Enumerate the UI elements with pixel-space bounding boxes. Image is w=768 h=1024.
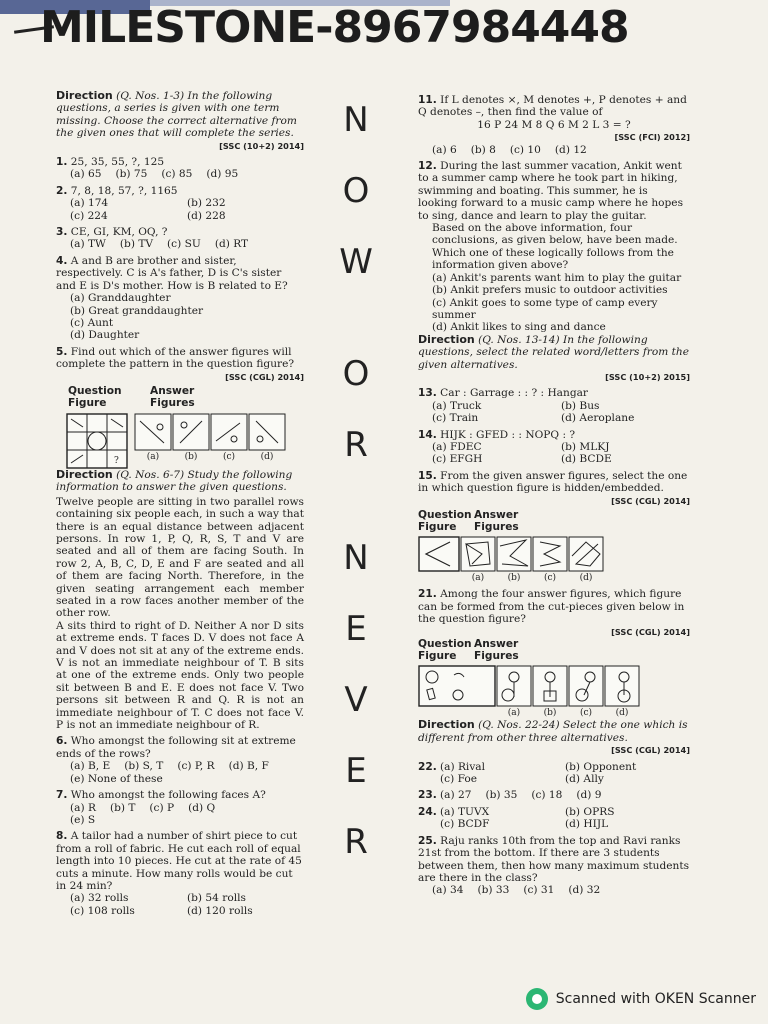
answer-figure-c[interactable]	[568, 665, 604, 707]
side-letter: O	[342, 354, 370, 394]
question-14	[418, 429, 690, 466]
side-word-column	[336, 100, 380, 862]
answer-figure-d[interactable]	[248, 413, 286, 451]
expression: 16 P 24 M 8 Q 6 M 2 L 3 = ?	[477, 118, 631, 131]
option: (d) 120 rolls	[187, 904, 253, 917]
side-letter: O	[342, 171, 370, 211]
question-figure-label: Question Figure	[68, 384, 122, 409]
answer-figure-a[interactable]	[496, 665, 532, 707]
option: (a) Rival	[440, 760, 486, 773]
left-column	[56, 90, 304, 917]
question-text: 25, 35, 55, ?, 125	[70, 156, 165, 169]
option: (b) Opponent	[565, 760, 637, 773]
option: (c) Aunt	[70, 316, 114, 329]
source-tag: [SSC (CGL) 2014]	[225, 371, 304, 382]
question-text: From the given answer figures, select the one in which question figure is hidden/embedded.	[418, 469, 688, 495]
option: (e) S	[70, 813, 96, 826]
option: (a) 32 rolls	[70, 892, 129, 905]
question-number: 13.	[418, 387, 437, 400]
option: (b) 33	[477, 884, 510, 897]
option: (c) 224	[70, 209, 108, 222]
question-number: 6.	[56, 735, 68, 748]
question-24	[418, 806, 690, 831]
question-2	[56, 185, 304, 222]
question-23	[418, 789, 690, 801]
svg-text:?: ?	[114, 455, 119, 466]
option: (b) Ankit prefers music to outdoor activities	[432, 284, 668, 297]
option: (d) Q	[188, 801, 216, 814]
question-1	[56, 156, 304, 181]
answer-figure-c[interactable]	[210, 413, 248, 451]
question-text: HIJK : GFED : : NOPQ : ?	[440, 428, 576, 441]
option: (d) 95	[206, 168, 239, 181]
figure-letter: (a)	[471, 573, 485, 583]
option: (b) 54 rolls	[187, 892, 246, 905]
figure-letter: (b)	[543, 708, 557, 719]
source-tag: [SSC (CGL) 2014]	[611, 626, 690, 637]
question-text: CE, GI, KM, OQ, ?	[70, 226, 168, 239]
question-15	[418, 470, 690, 585]
option: (d) Aeroplane	[561, 412, 635, 425]
question-figure	[418, 665, 496, 707]
question-text: Raju ranks 10th from the top and Ravi ranks 21st from the bottom. If there are 3 students between them, then how many maximum students are there in the class?	[418, 834, 690, 884]
answer-figure-b[interactable]	[532, 665, 568, 707]
option: (c) BCDF	[440, 818, 490, 831]
option: (b) 232	[187, 197, 226, 210]
question-figure	[418, 536, 460, 572]
watermark-text: Scanned with OKEN Scanner	[555, 991, 756, 1007]
question-number: 4.	[56, 254, 68, 267]
figure-letter: (b)	[507, 573, 521, 583]
option: (b) S, T	[124, 760, 164, 773]
question-4	[56, 255, 304, 342]
option: (b) OPRS	[565, 805, 615, 818]
side-letter: N	[343, 100, 369, 140]
side-letter: N	[343, 538, 369, 578]
question-6	[56, 735, 304, 785]
direction-block	[418, 719, 690, 744]
figure-letter: (d)	[260, 451, 274, 462]
option: (a) Truck	[432, 399, 482, 412]
option: (b) TV	[119, 238, 154, 251]
figure-letter: (b)	[184, 451, 198, 462]
figure-letter: (a)	[507, 708, 521, 719]
direction-block	[418, 334, 690, 371]
option: (d) 9	[576, 789, 602, 802]
option: (e) None of these	[70, 772, 163, 785]
option: (b) Bus	[561, 399, 600, 412]
question-number: 3.	[56, 226, 68, 239]
question-13	[418, 387, 690, 424]
source-tag: [SSC (FCI) 2012]	[614, 132, 690, 143]
option: (c) Train	[432, 412, 479, 425]
option: (a) TW	[70, 238, 106, 251]
figure-letter: (d)	[579, 573, 593, 583]
question-8	[56, 830, 304, 917]
question-text: Find out which of the answer figures will complete the pattern in the question figure?	[56, 345, 295, 371]
answer-figures-label: Answer Figures	[150, 384, 195, 409]
direction-range: (Q. Nos. 1-3)	[116, 90, 185, 102]
option: (b) 75	[115, 168, 148, 181]
question-3	[56, 226, 304, 251]
option: (c) EFGH	[432, 453, 483, 466]
figure-letter: (c)	[579, 708, 593, 719]
direction-label: Direction	[418, 332, 475, 346]
source-tag: [SSC (10+2) 2014]	[219, 140, 304, 151]
option: (d) Ankit likes to sing and dance	[432, 321, 606, 334]
answer-figure-a[interactable]	[134, 413, 172, 451]
answer-figures-label: Answer Figures	[474, 509, 519, 533]
question-number: 15.	[418, 469, 437, 482]
question-11	[418, 94, 690, 156]
option: (b) MLKJ	[561, 440, 610, 453]
question-text: Among the four answer figures, which figure can be formed from the cut-pieces given below in the question figure?	[418, 588, 685, 626]
side-letter: R	[344, 425, 368, 465]
question-5	[56, 346, 304, 469]
direction-label: Direction	[418, 718, 475, 732]
option: (a) 34	[432, 884, 464, 897]
answer-figures	[134, 413, 286, 463]
option: (a) 6	[432, 143, 457, 156]
answer-figure-b[interactable]	[496, 536, 532, 572]
figure-letter: (d)	[615, 708, 629, 719]
question-text: Based on the above information, four conclusions, as given below, have been made. Which one of these logically follows from the information given above?	[432, 222, 678, 272]
figure-letter: (c)	[543, 573, 557, 583]
option: (a) FDEC	[432, 440, 482, 453]
option: (a) B, E	[70, 760, 111, 773]
option: (b) Great granddaughter	[70, 304, 204, 317]
question-number: 25.	[418, 834, 437, 847]
option: (a) Ankit's parents want him to play the guitar	[432, 271, 682, 284]
option: (a) 27	[440, 789, 472, 802]
question-text: A tailor had a number of shirt piece to cut from a roll of fabric. He cut each roll of equal length into 10 pieces. He cut at the rate of 45 cuts a minute. How many rolls would be cut in 24 min?	[56, 830, 302, 892]
question-25	[418, 835, 690, 897]
question-number: 1.	[56, 156, 68, 169]
question-12	[418, 160, 690, 334]
option: (c) Ankit goes to some type of camp every summer	[432, 296, 658, 321]
question-number: 22.	[418, 760, 437, 773]
option: (c) 31	[523, 884, 555, 897]
answer-figures-label: Answer Figures	[474, 638, 519, 663]
question-figure-label: Question Figure	[418, 509, 472, 533]
answer-figure-b[interactable]	[172, 413, 210, 451]
option: (d) BCDE	[561, 453, 612, 466]
question-number: 24.	[418, 805, 437, 818]
question-number: 12.	[418, 160, 437, 173]
answer-figure-c[interactable]	[532, 536, 568, 572]
side-letter: W	[339, 242, 373, 282]
option: (b) T	[109, 801, 136, 814]
option: (d) Daughter	[70, 329, 140, 342]
option: (a) R	[70, 801, 96, 814]
option: (c) P	[149, 801, 175, 814]
option: (b) 8	[470, 143, 496, 156]
question-number: 21.	[418, 588, 437, 601]
question-number: 8.	[56, 830, 68, 843]
question-text: 7, 8, 18, 57, ?, 1165	[70, 184, 178, 197]
option: (d) 32	[568, 884, 601, 897]
option: (d) RT	[214, 238, 249, 251]
direction-label: Direction	[56, 89, 113, 102]
option: (a) TUVX	[440, 805, 490, 818]
option: (c) 85	[161, 168, 193, 181]
answer-figure-a[interactable]	[460, 536, 496, 572]
side-letter: E	[345, 751, 367, 791]
page-header-title: MILESTONE-8967984448	[40, 2, 629, 53]
direction-range: (Q. Nos. 22-24)	[478, 719, 560, 732]
question-text: A and B are brother and sister, respectively. C is A's father, D is C's sister and E is D's mother. How is B related to E?	[56, 254, 288, 292]
direction-block	[56, 90, 304, 140]
question-text: Who amongst the following sit at extreme ends of the rows?	[56, 735, 296, 760]
answer-figure-d[interactable]	[568, 536, 604, 572]
option: (c) 10	[509, 143, 541, 156]
right-column	[418, 94, 690, 897]
option: (b) 35	[485, 789, 518, 802]
option: (d) HIJL	[565, 818, 609, 831]
passage-paragraph: A sits third to right of D. Neither A nor D sits at extreme ends. T faces D. V does not face A and V does not sit at any of the extreme ends. V is not an immediate neighbour of T. B sits at one of the extreme ends. Only two people sit between B and E. E does not face V. Two persons sit between R and Q. R is not an immediate neighbour of T. C does not face V. P is not an immediate neighbour of R.	[56, 619, 304, 732]
option: (c) 18	[531, 789, 563, 802]
direction-range: (Q. Nos. 6-7)	[116, 468, 185, 481]
source-tag: [SSC (CGL) 2014]	[611, 495, 690, 506]
question-number: 2.	[56, 184, 68, 197]
scanner-watermark	[526, 988, 756, 1010]
question-7	[56, 789, 304, 826]
direction-text: Study the following information to answer the given questions.	[56, 468, 293, 494]
direction-text: In the following questions, a series is given with one term missing. Choose the correct alternative from the given ones that will complete the series.	[56, 90, 297, 140]
direction-label: Direction	[56, 467, 113, 481]
option: (d) 228	[187, 209, 226, 222]
direction-block	[56, 469, 304, 494]
question-22	[418, 761, 690, 786]
figure-letter: (a)	[146, 451, 160, 462]
option: (d) Ally	[565, 773, 604, 786]
option: (a) 65	[70, 168, 102, 181]
side-letter: E	[345, 609, 367, 649]
passage-paragraph: Twelve people are sitting in two parallel rows containing six people each, in such a way that there is an equal distance between adjacent persons. In row 1, P, Q, R, S, T and V are seated and all of them are facing South. In row 2, A, B, C, D, E and F are seated and all of them are facing North. Therefore, in the given seating arrangement each member seated in a row faces another member of the other row.	[56, 495, 304, 620]
direction-text: Select the one which is different from other three alternatives.	[418, 719, 688, 744]
question-text: If L denotes ×, M denotes +, P denotes + and Q denotes –, then find the value of	[418, 94, 687, 119]
question-figure-label: Question Figure	[418, 638, 472, 663]
option: (c) SU	[167, 238, 201, 251]
source-tag: [SSC (CGL) 2014]	[611, 745, 690, 756]
direction-range: (Q. Nos. 13-14)	[478, 333, 560, 346]
side-letter: V	[344, 680, 368, 720]
option: (c) 108 rolls	[70, 904, 135, 917]
option: (d) 12	[554, 143, 587, 156]
question-text: Who amongst the following faces A?	[70, 789, 266, 802]
question-number: 14.	[418, 428, 437, 441]
option: (c) P, R	[177, 760, 215, 773]
question-text: Car : Garrage : : ? : Hangar	[440, 387, 588, 400]
question-21	[418, 588, 690, 719]
side-letter: R	[344, 822, 368, 862]
option: (d) B, F	[228, 760, 269, 773]
question-number: 5.	[56, 345, 68, 358]
oken-scanner-logo-icon	[526, 988, 548, 1010]
direction-text: In the following questions, select the related word/letters from the given alternatives.	[418, 333, 689, 371]
question-figure	[66, 413, 128, 469]
question-text: During the last summer vacation, Ankit went to a summer camp where he took part in hiking, swimming and boating. This summer, he is looking forward to a music camp where he hopes to sing, dance and learn to play the guitar.	[418, 160, 684, 222]
option: (c) Foe	[440, 773, 477, 786]
source-tag: [SSC (10+2) 2015]	[605, 371, 690, 382]
option: (a) 174	[70, 197, 109, 210]
answer-figure-d[interactable]	[604, 665, 640, 707]
figure-letter: (c)	[222, 451, 236, 462]
option: (a) Granddaughter	[70, 292, 171, 305]
question-number: 23.	[418, 789, 437, 802]
question-number: 11.	[418, 94, 437, 106]
question-number: 7.	[56, 789, 68, 802]
